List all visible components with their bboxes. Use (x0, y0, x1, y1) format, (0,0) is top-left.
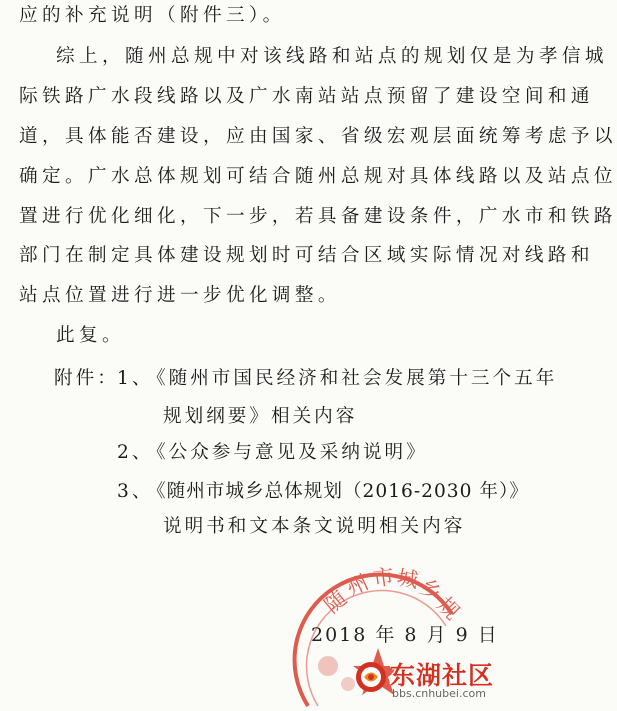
paragraph-line: 应的补充说明（附件三）。 (19, 5, 286, 26)
watermark-url: bbs.cnhubei.com (392, 687, 486, 700)
paragraph-line: 际铁路广水段线路以及广水南站站点预留了建设空间和通 (19, 86, 594, 107)
svg-text:规: 规 (432, 592, 465, 625)
paragraph-line: 部门在制定具体建设规划时可结合区域实际情况对线路和 (19, 245, 594, 266)
paragraph-line: 道，具体能否建设，应由国家、省级宏观层面统筹考虑予以 (19, 126, 617, 147)
attachment-label: 附件： (54, 368, 119, 389)
svg-text:城: 城 (395, 565, 420, 593)
svg-text:市: 市 (371, 564, 396, 591)
watermark (352, 656, 512, 706)
closing-line: 此复。 (56, 325, 125, 346)
svg-text:州: 州 (342, 569, 373, 601)
paragraph-line: 综上，随州总规中对该线路和站点的规划仅是为孝信城 (56, 46, 608, 67)
paragraph-line: 置进行优化细化，下一步，若具备建设条件，广水市和铁路 (19, 206, 617, 227)
attachment-title: 《随州市国民经济和社会发展第十三个五年 (147, 368, 558, 389)
attachment-title-continued: 说明书和文本条文说明相关内容 (163, 516, 466, 537)
paragraph-line: 确定。广水总体规划可结合随州总规对具体线路以及站点位 (19, 166, 617, 187)
svg-text:乡: 乡 (415, 574, 446, 606)
attachment-number: 2、 (117, 442, 154, 463)
watermark-title: 东湖社区 (390, 661, 495, 690)
attachment-number: 3、 (117, 481, 154, 502)
community-logo-icon (354, 660, 388, 694)
paragraph-line: 站点位置进行进一步优化调整。 (19, 285, 341, 306)
attachment-title: 《随州市城乡总体规划（2016-2030 年）》 (147, 481, 529, 502)
document-date: 2018 年 8 月 9 日 (311, 624, 499, 646)
attachment-number: 1、 (117, 368, 154, 389)
attachment-title: 《公众参与意见及采纳说明》 (147, 442, 428, 463)
svg-text:随: 随 (319, 585, 352, 618)
attachment-title-continued: 规划纲要》相关内容 (163, 406, 358, 427)
